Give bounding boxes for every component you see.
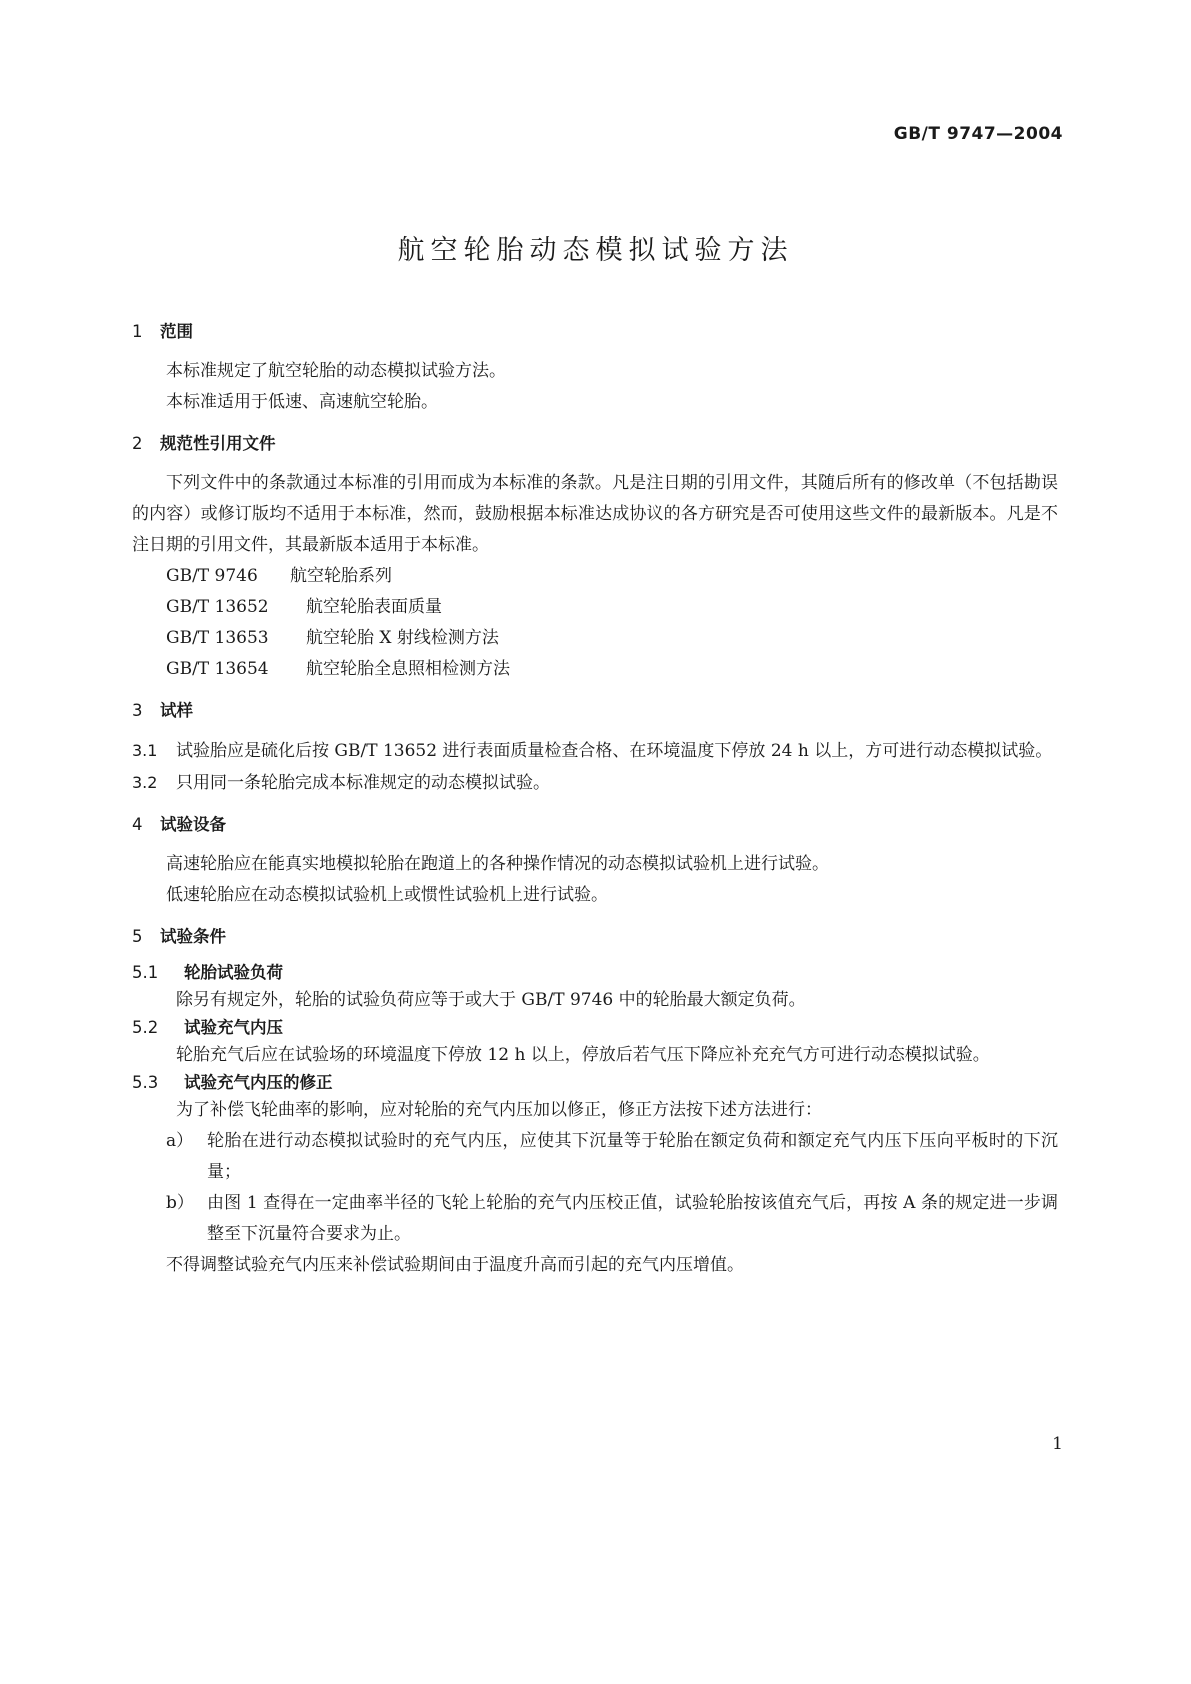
paragraph: 不得调整试验充气内压来补偿试验期间由于温度升高而引起的充气内压增值。 [166, 1255, 744, 1275]
section-title: 试验条件 [160, 927, 226, 946]
reference-code: GB/T 13654 [166, 659, 269, 679]
paragraph: 轮胎充气后应在试验场的环境温度下停放 12 h 以上，停放后若气压下降应补充充气方可进行动态模拟试验。 [176, 1045, 990, 1065]
section-2-heading [132, 432, 1058, 456]
section-title: 试样 [160, 701, 193, 720]
paragraph: 本标准规定了航空轮胎的动态模拟试验方法。 [166, 361, 506, 381]
paragraph: 低速轮胎应在动态模拟试验机上或惯性试验机上进行试验。 [166, 885, 608, 905]
paragraph: 下列文件中的条款通过本标准的引用而成为本标准的条款。凡是注日期的引用文件，其随后所有的修改单（不包括勘误的内容）或修订版均不适用于本标准，然而，鼓励根据本标准达成协议的各方研究是否可使用这些文件的最新版本。凡是不注日期的引用文件，其最新版本适用于本标准。 [132, 473, 1058, 555]
section-number: 4 [132, 815, 143, 834]
list-marker: b） [166, 1193, 194, 1213]
clause-number: 5.2 [132, 1018, 159, 1037]
reference-title: 航空轮胎全息照相检测方法 [306, 659, 510, 679]
document-body [132, 320, 1058, 1281]
section-number: 5 [132, 927, 143, 946]
clause-title: 轮胎试验负荷 [184, 963, 283, 982]
paragraph: 高速轮胎应在能真实地模拟轮胎在跑道上的各种操作情况的动态模拟试验机上进行试验。 [166, 854, 829, 874]
clause-text: 只用同一条轮胎完成本标准规定的动态模拟试验。 [176, 773, 550, 793]
reference-item [132, 561, 1058, 592]
clause-text: 试验胎应是硫化后按 GB/T 13652 进行表面质量检查合格、在环境温度下停放 24 h 以上，方可进行动态模拟试验。 [176, 741, 1053, 761]
clause-title: 试验充气内压 [184, 1018, 283, 1037]
clause-number: 5.3 [132, 1073, 159, 1092]
section-1-heading [132, 320, 1058, 344]
paragraph: 本标准适用于低速、高速航空轮胎。 [166, 392, 438, 412]
clause-number: 3.1 [132, 741, 158, 760]
clause-title: 试验充气内压的修正 [184, 1073, 333, 1092]
clause-number: 5.1 [132, 963, 159, 982]
clause-3-1 [132, 735, 1058, 767]
reference-item [132, 592, 1058, 623]
reference-item [132, 654, 1058, 685]
section-5-heading [132, 925, 1058, 949]
paragraph: 为了补偿飞轮曲率的影响，应对轮胎的充气内压加以修正，修正方法按下述方法进行： [176, 1100, 822, 1120]
paragraph: 除另有规定外，轮胎的试验负荷应等于或大于 GB/T 9746 中的轮胎最大额定负荷。 [176, 990, 806, 1010]
reference-title: 航空轮胎表面质量 [306, 597, 442, 617]
reference-item [132, 623, 1058, 654]
reference-title: 航空轮胎系列 [290, 566, 392, 586]
section-number: 2 [132, 434, 143, 453]
clause-number: 3.2 [132, 773, 158, 792]
clause-5-3-heading [132, 1071, 1058, 1095]
section-3-heading [132, 699, 1058, 723]
document-title: 航空轮胎动态模拟试验方法 [397, 235, 794, 266]
section-4-heading [132, 813, 1058, 837]
section-number: 3 [132, 701, 143, 720]
section-number: 1 [132, 322, 143, 341]
list-text: 轮胎在进行动态模拟试验时的充气内压，应使其下沉量等于轮胎在额定负荷和额定充气内压下压向平板时的下沉量； [207, 1131, 1058, 1182]
section-title: 规范性引用文件 [160, 434, 276, 453]
reference-code: GB/T 13652 [166, 597, 269, 617]
list-marker: a） [166, 1131, 194, 1151]
clause-5-1-heading [132, 961, 1058, 985]
list-text: 由图 1 查得在一定曲率半径的飞轮上轮胎的充气内压校正值，试验轮胎按该值充气后，再按 A 条的规定进一步调整至下沉量符合要求为止。 [207, 1193, 1058, 1244]
reference-code: GB/T 9746 [166, 566, 258, 586]
standard-code: GB/T 9747—2004 [893, 124, 1063, 144]
reference-title: 航空轮胎 X 射线检测方法 [306, 628, 499, 648]
section-title: 试验设备 [160, 815, 226, 834]
list-item-b [132, 1188, 1058, 1250]
page-number: 1 [1052, 1434, 1063, 1454]
clause-3-2 [132, 767, 1058, 799]
section-title: 范围 [160, 322, 193, 341]
clause-5-2-heading [132, 1016, 1058, 1040]
list-item-a [132, 1126, 1058, 1188]
reference-code: GB/T 13653 [166, 628, 269, 648]
